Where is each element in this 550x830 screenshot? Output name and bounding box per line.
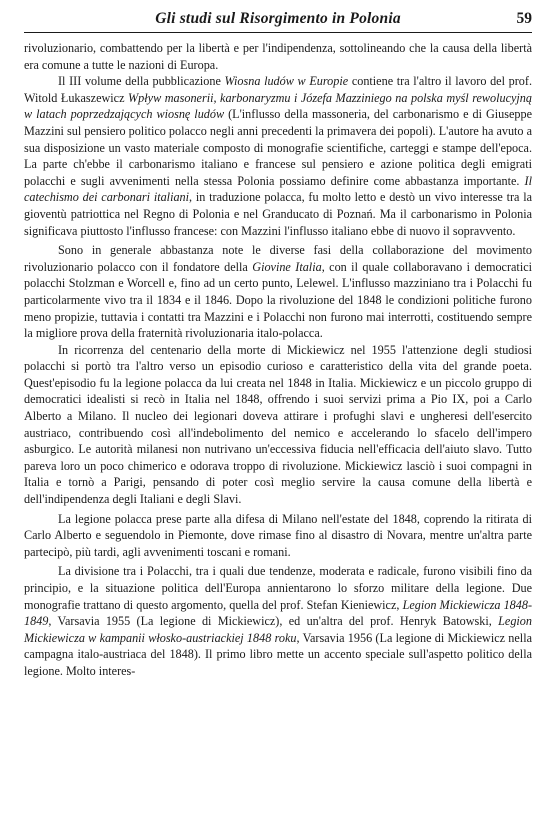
running-title: Gli studi sul Risorgimento in Polonia [155,10,401,27]
paragraph-1 [24,40,532,73]
italic-title-text: Wiosna ludów w Europie [224,74,349,89]
text-run: Il III volume della pubblicazione [58,74,225,89]
paragraph-6 [24,563,532,679]
text-run: In ricorrenza del centenario della morte di Mickiewicz nel 1955 l'attenzione degli studiosi polacchi si portò tra l'altro verso un episodio curioso e caratteristico della vita del grande poeta. Quest'episodio fu la legione polacca da lui creata nel 1848 in Italia. Mickiewicz e un piccolo gruppo di democratici idealisti si recò in Italia nel 1848, offrendo i suoi servizi prima a Pio IX, poi a Carlo Alberto a Milano. Il nucleo dei legionari doveva attirare i profughi slavi e ungheresi dell'esercito austriaco, contribuendo così all'indebolimento del nemico e accelerando lo sfacelo dell'impero asburgico. Le autorità milanesi non nutrivano un'eccessiva fiducia nell'efficacia dell'aiuto slavo. Tutto pareva loro un poco chimerico e odorava troppo di rivoluzione. Mickiewicz lasciò i suoi compagni in Italia e tornò a Parigi, pensando di poter così meglio servire la causa comune della libertà e dell'indipendenza degli Italiani e degli Slavi. [24,342,532,507]
italic-title-text: Wpływ masonerii, karbonaryzmu i Józefa Mazziniego na polska myśl rewolucyjną w latach poprzedzających wiosnę ludów [24,90,532,122]
italic-title-text: Legion Mickiewicza 1848-1849 [24,597,533,629]
text-run: La legione polacca prese parte alla difesa di Milano nell'estate del 1848, coprendo la ritirata di Carlo Alberto e seguendolo in Piemonte, dove rimase fino al disastro di Novara, mentre un'altra parte partecipò, più tardi, agli avvenimenti toscani e romani. [24,511,532,559]
body-text [24,40,532,680]
text-run: , Varsavia 1955 (La legione di Mickiewicz), ed un'altra del prof. Henryk Batowski, [48,614,499,629]
page-number: 59 [516,10,532,27]
paragraph-2 [24,73,532,239]
paragraph-3 [24,242,532,342]
running-header [24,8,532,33]
text-run: contiene tra l'altro il lavoro del prof. Witold Łukaszewicz [24,74,532,105]
text-run: , con il quale collaboravano i democratici polacchi Stolzman e Worcell e, fino ad un certo punto, Lelewel. L'influsso mazziniano tra i Polacchi fu particolarmente vivo tra il 1834 e il 1846. Dopo la rivoluzione del 1848 le condizioni politiche furono meno propizie, tuttavia i contatti tra Mazzini e i Polacchi non furono mai interrotti, costituendo sempre la migliore prova della fraternità rivoluzionaria italo-polacca. [24,259,533,341]
italic-title-text: Giovine Italia [252,259,322,274]
italic-title-text: Legion Mickiewicza w kampanii włosko-austriackiej 1848 roku [24,614,532,645]
text-run: rivoluzionario, combattendo per la libertà e per l'indipendenza, sottolineando che la causa della libertà era comune a tutte le nazioni di Europa. [24,41,532,72]
paragraph-5 [24,511,532,561]
text-run: Sono in generale abbastanza note le diverse fasi della collaborazione del movimento rivoluzionario polacco con il fondatore della [24,243,532,274]
italic-title-text: Il catechismo dei carbonari italiani [24,173,532,205]
text-run: (L'influsso della massoneria, del carbonarismo e di Giuseppe Mazzini sul pensiero politico polacco negli anni precedenti la primavera dei popoli). L'autore ha avuto a sua disposizione un vasto materiale composto di monografie scientifiche, carteggi e stampe dell'epoca. La parte ch'ebbe il carbonarismo italiano e francese sul pensiero e azione politica degli emigrati polacchi e sugli avvenimenti nella stessa Polonia possiamo definire come abbastanza importante. [24,107,532,188]
text-run: , Varsavia 1956 (La legione di Mickiewicz nella campagna italo-austriaca del 1848). Il primo libro mette un accento speciale sull'aspetto politico della legione. Molto interes- [24,630,532,678]
paragraph-4 [24,342,532,508]
text-run: , in traduzione polacca, fu molto letto e destò un vivo interesse tra la gioventù patriottica nel Regno di Polonia e nel Granducato di Poznań. Ma il carbonarismo in Polonia significava piuttosto l'influsso francese: con Mazzini l'influsso italiano ebbe di nuovo il sopravvento. [24,190,533,238]
text-run: La divisione tra i Polacchi, tra i quali due tendenze, moderata e radicale, furono visibili fino da principio, e la situazione politica dell'Europa annientarono lo sforzo militare della legione. Due monografie trattano di questo argomento, quella del prof. Stefan Kieniewicz, [24,564,532,612]
